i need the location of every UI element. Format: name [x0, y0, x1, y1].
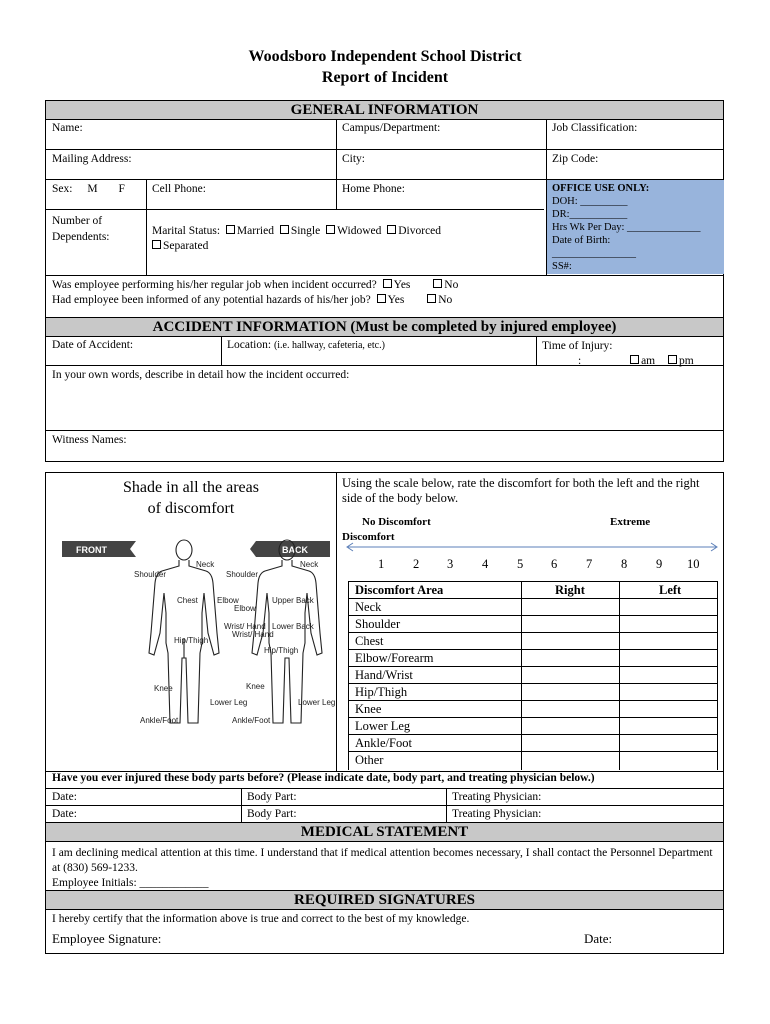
label-chest: Chest: [177, 596, 198, 605]
scale-number: 4: [482, 557, 489, 571]
rating-header-row: Discomfort Area Right Left: [349, 581, 717, 599]
home-phone-field[interactable]: Home Phone:: [342, 183, 405, 195]
witness-field[interactable]: Witness Names:: [52, 434, 127, 446]
general-accident-table: [45, 100, 724, 462]
rating-row[interactable]: Neck: [349, 598, 717, 616]
dr-field[interactable]: DR:___________: [552, 209, 628, 220]
rating-row[interactable]: Shoulder: [349, 615, 717, 633]
label-ankle-foot-back: Ankle/Foot: [232, 716, 271, 725]
marital-label: Marital Status:: [152, 225, 221, 237]
medical-statement-text: I am declining medical attention at this time. I understand that if medical attention becomes necessary, I shall contact the Personnel Department at (830) 569-1233. Employee Initials: ____________: [46, 844, 725, 893]
campus-field[interactable]: Campus/Department:: [342, 122, 441, 134]
general-info-header: GENERAL INFORMATION: [46, 101, 723, 119]
label-hip-thigh-back: Hip/Thigh: [264, 646, 299, 655]
scale-number: 6: [551, 557, 558, 571]
back-text: BACK: [282, 545, 308, 555]
am-checkbox[interactable]: [630, 355, 639, 364]
scale-number: 9: [656, 557, 663, 571]
married-checkbox[interactable]: [226, 225, 235, 234]
zip-field[interactable]: Zip Code:: [552, 153, 599, 165]
scale-arrow: [342, 541, 722, 553]
label-wrist-hand-front: Wrist/ Hand: [224, 622, 266, 631]
office-use-box: [546, 180, 724, 274]
mailing-field[interactable]: Mailing Address:: [52, 153, 132, 165]
divorced-checkbox[interactable]: [387, 225, 396, 234]
widowed-label: Widowed: [337, 225, 382, 237]
no-discomfort-label: No Discomfort: [362, 516, 431, 528]
label-lower-back: Lower Back: [272, 622, 314, 631]
rating-row[interactable]: Hip/Thigh: [349, 683, 717, 701]
label-neck-front: Neck: [196, 560, 215, 569]
scale-numbers: [346, 557, 706, 573]
scale-number: 8: [621, 557, 628, 571]
label-hip-thigh-front: Hip/Thigh: [174, 636, 209, 645]
marital-status: [146, 222, 546, 256]
prior-physician-1[interactable]: Treating Physician:: [452, 791, 542, 803]
dob-field[interactable]: Date of Birth:: [552, 235, 611, 246]
sex-field[interactable]: [46, 181, 146, 197]
dependents-field[interactable]: Number of Dependents:: [52, 215, 110, 243]
prior-date-2[interactable]: Date:: [52, 808, 77, 820]
separated-checkbox[interactable]: [152, 240, 161, 249]
label-shoulder-back: Shoulder: [226, 570, 259, 579]
scale-number: 7: [586, 557, 593, 571]
prior-physician-2[interactable]: Treating Physician:: [452, 808, 542, 820]
q2-yes-checkbox[interactable]: [377, 294, 386, 303]
scale-number: 5: [517, 557, 524, 571]
name-field[interactable]: Name:: [52, 122, 83, 134]
q1-no-checkbox[interactable]: [433, 279, 442, 288]
question-regular-job: Was employee performing his/her regular job when incident occurred? Yes No: [52, 279, 459, 291]
shade-instructions: Shade in all the areas of discomfort: [123, 479, 259, 517]
report-title: Report of Incident: [321, 69, 449, 86]
q2-no-checkbox[interactable]: [427, 294, 436, 303]
prior-injury-question: Have you ever injured these body parts before? (Please indicate date, body part, and treating physician below.): [52, 772, 595, 784]
questions: [46, 276, 725, 310]
label-lower-leg-front: Lower Leg: [210, 698, 248, 707]
rating-row[interactable]: Hand/Wrist: [349, 666, 717, 684]
widowed-checkbox[interactable]: [326, 225, 335, 234]
doh-field[interactable]: DOH: _________: [552, 196, 628, 207]
scale-number: 10: [687, 557, 700, 571]
label-upper-back: Upper Back: [272, 596, 314, 605]
label-ankle-foot-front: Ankle/Foot: [140, 716, 179, 725]
signature-date-field[interactable]: Date:: [584, 931, 613, 946]
employee-signature-field[interactable]: Employee Signature:: [52, 931, 162, 946]
time-field[interactable]: Time of Injury: : am pm: [542, 340, 694, 367]
city-field[interactable]: City:: [342, 153, 366, 165]
rating-table: [348, 581, 718, 770]
sex-m-option[interactable]: M: [87, 183, 98, 195]
rating-row[interactable]: Other: [349, 751, 717, 769]
sex-f-option[interactable]: F: [118, 183, 125, 195]
medical-statement-header: MEDICAL STATEMENT: [46, 823, 723, 841]
label-wrist-hand-back: Wrist/ Hand: [232, 630, 274, 639]
label-shoulder-front: Shoulder: [134, 570, 167, 579]
q1-yes-checkbox[interactable]: [383, 279, 392, 288]
single-label: Single: [290, 225, 321, 237]
job-field[interactable]: Job Classification:: [552, 122, 638, 134]
dob-line: ________________: [552, 248, 636, 259]
cell-phone-field[interactable]: Cell Phone:: [152, 183, 206, 195]
body-diagram[interactable]: [56, 533, 336, 733]
sex-label: Sex:: [52, 183, 73, 195]
discomfort-table: [45, 472, 724, 954]
front-text: FRONT: [76, 545, 107, 555]
accident-info-header: ACCIDENT INFORMATION (Must be completed by injured employee): [46, 318, 723, 336]
label-knee-back: Knee: [246, 682, 265, 691]
location-field[interactable]: Location: (i.e. hallway, cafeteria, etc.): [227, 339, 385, 351]
question-hazards: Had employee been informed of any potential hazards of his/her job? Yes No: [52, 294, 453, 306]
accident-date-field[interactable]: Date of Accident:: [52, 339, 134, 351]
rating-row[interactable]: Chest: [349, 632, 717, 650]
hrs-field[interactable]: Hrs Wk Per Day: ______________: [552, 222, 701, 233]
label-lower-leg-back: Lower Leg: [298, 698, 336, 707]
employee-initials-field[interactable]: Employee Initials: ____________: [52, 877, 209, 889]
district-title: Woodsboro Independent School District: [248, 48, 522, 65]
office-use-title: OFFICE USE ONLY:: [552, 183, 650, 194]
scale-instructions: Using the scale below, rate the discomfort for both the left and the right side of the body below.: [342, 476, 700, 505]
label-neck-back: Neck: [300, 560, 319, 569]
rating-row[interactable]: Ankle/Foot: [349, 734, 717, 752]
rating-row[interactable]: Elbow/Forearm: [349, 649, 717, 667]
describe-field[interactable]: In your own words, describe in detail how the incident occurred:: [52, 369, 350, 381]
extreme-label: Extreme: [610, 516, 651, 528]
prior-date-1[interactable]: Date:: [52, 791, 77, 803]
signatures-header: REQUIRED SIGNATURES: [46, 891, 723, 909]
rating-row[interactable]: Lower Leg: [349, 717, 717, 735]
scale-number: 1: [378, 557, 385, 571]
ss-field[interactable]: SS#:: [552, 261, 572, 272]
label-knee-front: Knee: [154, 684, 173, 693]
married-label: Married: [236, 225, 274, 237]
divorced-label: Divorced: [398, 225, 442, 237]
pm-checkbox[interactable]: [668, 355, 677, 364]
label-elbow-back: Elbow: [234, 604, 256, 613]
prior-body-part-2[interactable]: Body Part:: [247, 808, 297, 820]
scale-number: 3: [447, 557, 454, 571]
label-elbow-front: Elbow: [217, 596, 239, 605]
rating-row[interactable]: Knee: [349, 700, 717, 718]
separated-label: Separated: [163, 240, 209, 252]
scale-number: 2: [413, 557, 420, 571]
single-checkbox[interactable]: [280, 225, 289, 234]
discomfort-label: Discomfort: [342, 531, 395, 543]
certify-text: I hereby certify that the information above is true and correct to the best of my knowledge.: [52, 913, 470, 925]
prior-body-part-1[interactable]: Body Part:: [247, 791, 297, 803]
